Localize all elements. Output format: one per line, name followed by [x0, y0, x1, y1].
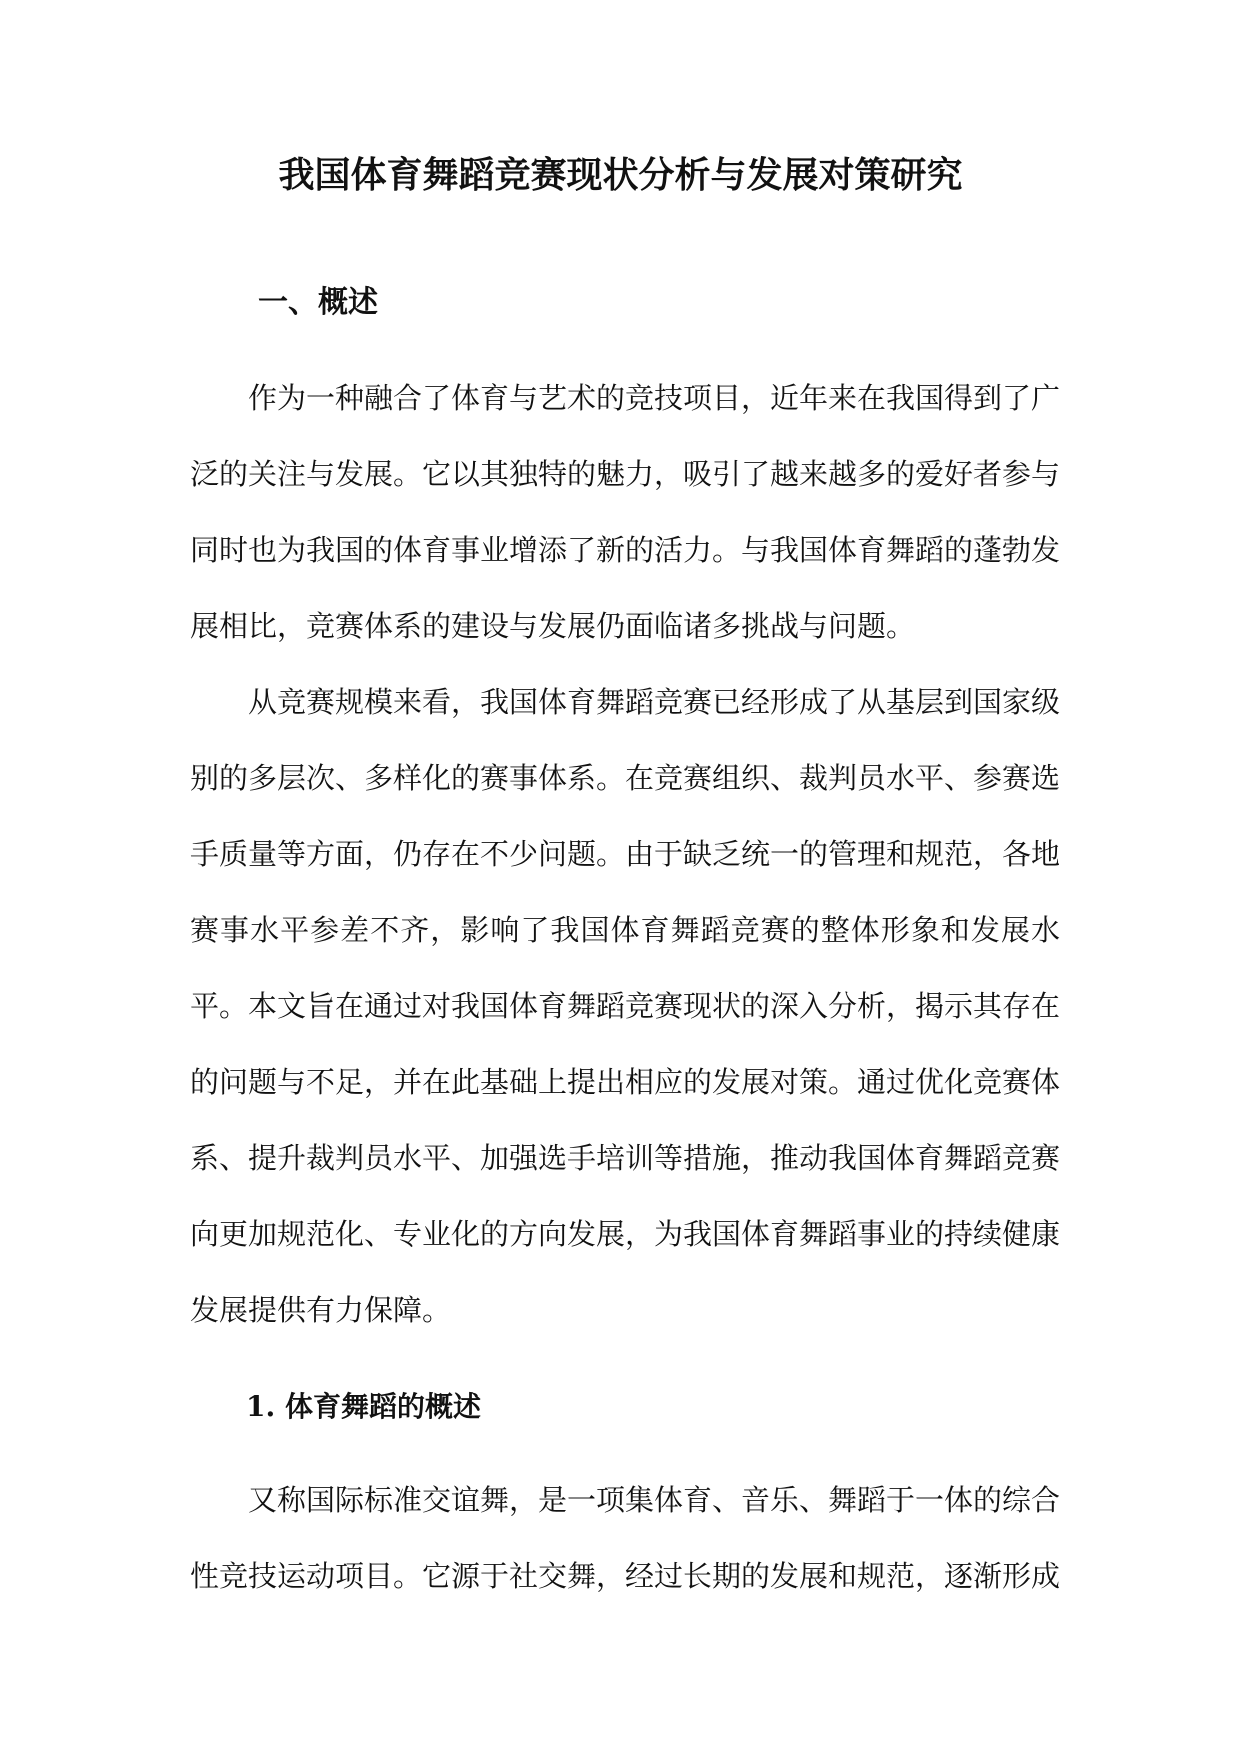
paragraph-purpose: 本文旨在通过对我国体育舞蹈竞赛现状的深入分析，揭示其存在的问题与不足，并在此基础上提出相应的发展对策。通过优化竞赛体系、提升裁判员水平、加强选手培训等措施，推动我国体育舞蹈竞赛向更加规范化、专业化的方向发展，为我国体育舞蹈事业的持续健康发展提供有力保障。	[190, 989, 1061, 1327]
document-title: 我国体育舞蹈竞赛现状分析与发展对策研究	[278, 154, 963, 196]
section-heading-overview: 一、概述	[258, 285, 378, 320]
paragraph-competition-scale: 从竞赛规模来看，我国体育舞蹈竞赛已经形成了从基层到国家级别的多层次、多样化的赛事体系。在竞赛组织、裁判员水平、参赛选手质量等方面，仍存在不少问题。由于缺乏统一的管理和规范，各地赛事水平参差不齐，影响了我国体育舞蹈竞赛的整体形象和发展水平。	[190, 685, 1061, 1023]
paragraph-intro: 作为一种融合了体育与艺术的竞技项目，近年来在我国得到了广泛的关注与发展。它以其独特的魅力，吸引了越来越多的爱好者参与同时也为我国的体育事业增添了新的活力。与我国体育舞蹈的蓬勃发展相比，竞赛体系的建设与发展仍面临诸多挑战与问题。	[190, 381, 1061, 643]
subsection-heading-dance-overview: 1. 体育舞蹈的概述	[246, 1390, 481, 1423]
paragraph-dance-overview: 又称国际标准交谊舞，是一项集体育、音乐、舞蹈于一体的综合性竞技运动项目。它源于社交舞，经过长期的发展和规范，逐渐形成	[190, 1483, 1061, 1593]
